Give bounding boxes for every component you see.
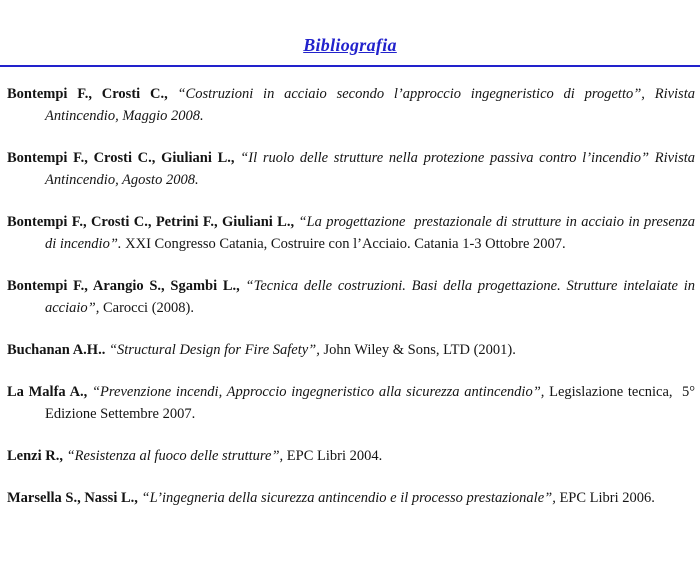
bibliography-list — [0, 67, 700, 509]
entry-work-title: “Resistenza al fuoco delle strutture”, — [62, 448, 284, 464]
bibliography-entry — [7, 211, 695, 255]
entry-authors: Bontempi F., Crosti C., Petrini F., Giuliani L., — [7, 214, 295, 230]
entry-work-title: “Il ruolo delle strutture nella protezione passiva contro l’incendio” Rivista Antincendio, Agosto 2008. — [45, 150, 696, 188]
title-row — [0, 0, 700, 56]
bibliography-entry — [7, 381, 695, 425]
entry-authors: Bontempi F., Crosti C., — [7, 86, 168, 102]
entry-work-title: “Costruzioni in acciaio secondo l’approccio ingegneristico di progetto”, Rivista Antincendio, Maggio 2008. — [45, 86, 695, 124]
entry-publication: Carocci (2008). — [99, 300, 194, 316]
entry-publication: Legislazione tecnica, 5° Edizione Settembre 2007. — [45, 384, 695, 422]
bibliography-entry — [7, 487, 695, 509]
entry-authors: Bontempi F., Arangio S., Sgambi L., — [7, 278, 240, 294]
entry-work-title: “Tecnica delle costruzioni. Basi della progettazione. Strutture intelaiate in acciaio”, — [45, 278, 695, 316]
entry-authors: Lenzi R., — [7, 448, 63, 464]
bibliography-entry — [7, 83, 695, 127]
entry-publication: EPC Libri 2006. — [555, 490, 655, 506]
bibliography-entry — [7, 275, 695, 319]
entry-work-title: “Prevenzione incendi, Approccio ingegneristico alla sicurezza antincendio”, — [87, 384, 545, 400]
bibliography-entry — [7, 147, 695, 191]
entry-work-title: “L’ingegneria della sicurezza antincendio e il processo prestazionale”, — [137, 490, 556, 506]
bibliography-entry — [7, 339, 695, 361]
entry-publication: EPC Libri 2004. — [283, 448, 383, 464]
entry-authors: Bontempi F., Crosti C., Giuliani L., — [7, 150, 235, 166]
entry-work-title: “Structural Design for Fire Safety”, — [105, 342, 320, 358]
entry-authors: Marsella S., Nassi L., — [7, 490, 138, 506]
entry-publication: John Wiley & Sons, LTD (2001). — [319, 342, 516, 358]
bibliography-entry — [7, 445, 695, 467]
entry-publication: XXI Congresso Catania, Costruire con l’Acciaio. Catania 1-3 Ottobre 2007. — [121, 236, 566, 252]
entry-authors: La Malfa A., — [7, 384, 88, 400]
entry-work-title: “La progettazione prestazionale di strutture in acciaio in presenza di incendio”. — [45, 214, 695, 252]
page-title: Bibliografia — [303, 35, 397, 55]
entry-authors: Buchanan A.H.. — [7, 342, 106, 358]
